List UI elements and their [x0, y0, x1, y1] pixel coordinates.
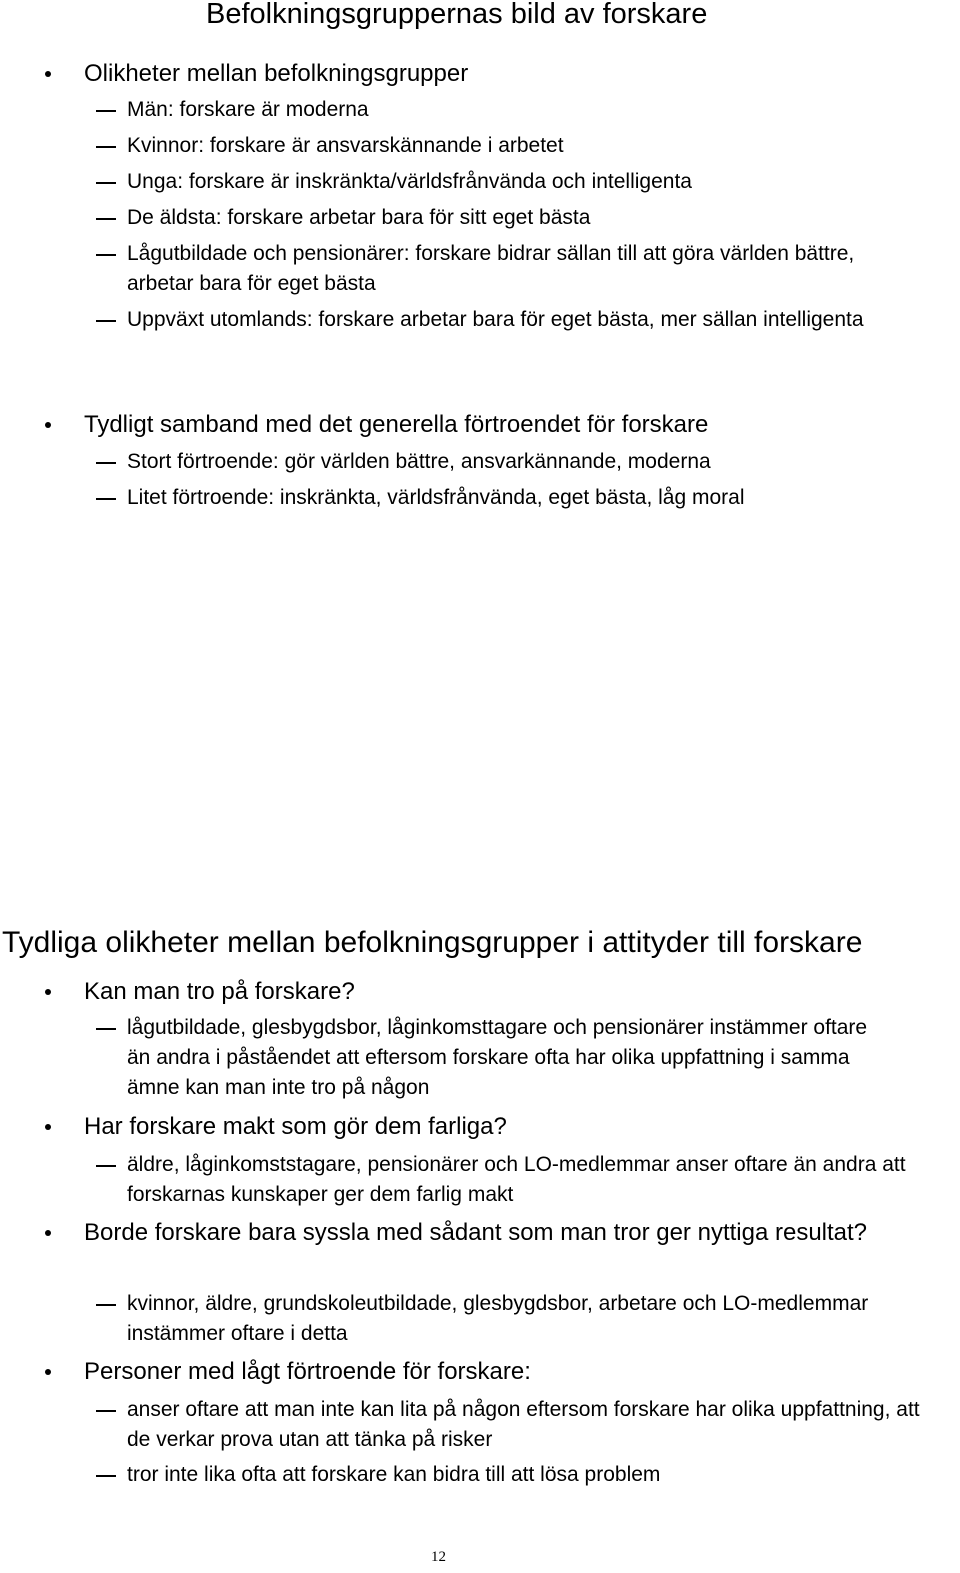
bullet-dot-icon: [45, 71, 51, 77]
dash-icon: [96, 1475, 116, 1477]
slide-2-title: Tydliga olikheter mellan befolkningsgrupper i attityder till forskare: [2, 926, 863, 959]
page-number: 12: [431, 1549, 446, 1565]
sub-item: Stort förtroende: gör världen bättre, ansvarkännande, moderna: [0, 447, 920, 477]
sub-item: Män: forskare är moderna: [0, 95, 920, 125]
dash-icon: [96, 1028, 116, 1030]
dash-icon: [96, 218, 116, 220]
dash-icon: [96, 146, 116, 148]
sub-item: De äldsta: forskare arbetar bara för sitt eget bästa: [0, 203, 920, 233]
bullet-question-3: Borde forskare bara syssla med sådant som man tror ger nyttiga resultat?: [0, 1216, 960, 1250]
bullet-dot-icon: [45, 1230, 51, 1236]
dash-icon: [96, 462, 116, 464]
sub-item: kvinnor, äldre, grundskoleutbildade, glesbygdsbor, arbetare och LO-medlemmar instämmer oftare i detta: [0, 1289, 920, 1349]
sub-item: Litet förtroende: inskränkta, världsfrånvända, eget bästa, låg moral: [0, 483, 920, 513]
slide-1-title: Befolkningsgruppernas bild av forskare: [206, 0, 708, 30]
sub-item: anser oftare att man inte kan lita på någon eftersom forskare har olika uppfattning, att de verkar prova utan att tänka på risker: [0, 1395, 920, 1455]
sub-item: Uppväxt utomlands: forskare arbetar bara för eget bästa, mer sällan intelligenta: [0, 305, 920, 335]
bullet-dot-icon: [45, 989, 51, 995]
bullet-dot-icon: [45, 1369, 51, 1375]
sub-item: Kvinnor: forskare är ansvarskännande i arbetet: [0, 131, 920, 161]
dash-icon: [96, 498, 116, 500]
bullet-samband: Tydligt samband med det generella förtroendet för forskare: [0, 408, 960, 442]
dash-icon: [96, 1165, 116, 1167]
bullet-question-2: Har forskare makt som gör dem farliga?: [0, 1110, 960, 1144]
sub-item: tror inte lika ofta att forskare kan bidra till att lösa problem: [0, 1460, 920, 1490]
sub-item: äldre, låginkomststagare, pensionärer och LO-medlemmar anser oftare än andra att forskarnas kunskaper ger dem farlig makt: [0, 1150, 920, 1210]
bullet-olikheter: Olikheter mellan befolkningsgrupper: [0, 57, 960, 91]
bullet-question-1: Kan man tro på forskare?: [0, 975, 960, 1009]
sub-item: Lågutbildade och pensionärer: forskare bidrar sällan till att göra världen bättre, arbetar bara för eget bästa: [0, 239, 920, 299]
dash-icon: [96, 182, 116, 184]
dash-icon: [96, 320, 116, 322]
dash-icon: [96, 1410, 116, 1412]
dash-icon: [96, 254, 116, 256]
dash-icon: [96, 1304, 116, 1306]
dash-icon: [96, 110, 116, 112]
sub-item: Unga: forskare är inskränkta/världsfrånvända och intelligenta: [0, 167, 920, 197]
bullet-dot-icon: [45, 1124, 51, 1130]
bullet-dot-icon: [45, 422, 51, 428]
sub-item: lågutbildade, glesbygdsbor, låginkomsttagare och pensionärer instämmer oftare än andra i påståendet att eftersom forskare ofta har olika uppfattning i samma ämne kan man inte tro på någon: [0, 1013, 920, 1103]
bullet-question-4: Personer med lågt förtroende för forskare:: [0, 1355, 960, 1389]
